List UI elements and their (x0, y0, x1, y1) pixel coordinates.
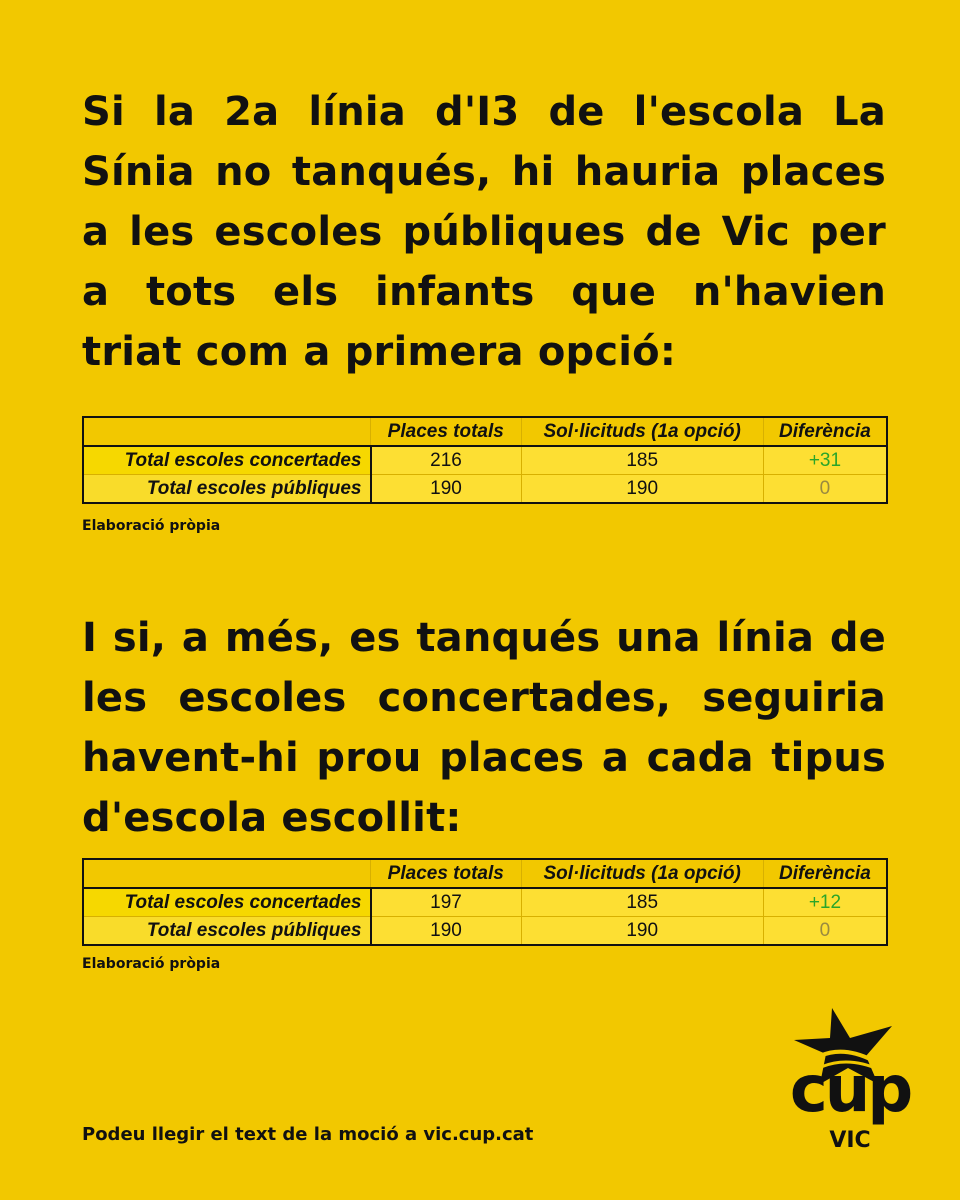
cell-requests: 185 (521, 888, 763, 917)
heading-second: I si, a més, es tanqués una línia de les escoles concertades, seguiria havent-hi prou places a cada tipus d'escola escollit: (82, 615, 886, 841)
header-empty (83, 417, 371, 446)
table-header-row (83, 859, 887, 888)
logo-subtext: VIC (829, 1128, 871, 1153)
cell-places: 190 (371, 917, 522, 946)
row-label: Total escoles públiques (83, 917, 371, 946)
cell-difference: 0 (763, 475, 887, 504)
header-places: Places totals (371, 859, 522, 888)
table-header-row (83, 417, 887, 446)
table-row (83, 446, 887, 475)
heading-first: Si la 2a línia d'I3 de l'escola La Sínia no tanqués, hi hauria places a les escoles públiques de Vic per a tots els infants que n'havien triat com a primera opció: (82, 89, 886, 375)
source-note-second: Elaboració pròpia (82, 956, 221, 972)
logo-text: cup (789, 1053, 911, 1127)
header-empty (83, 859, 371, 888)
cell-places: 216 (371, 446, 522, 475)
row-label: Total escoles concertades (83, 446, 371, 475)
table-row (83, 917, 887, 946)
row-label: Total escoles públiques (83, 475, 371, 504)
header-requests: Sol·licituds (1a opció) (521, 417, 763, 446)
row-label: Total escoles concertades (83, 888, 371, 917)
cell-places: 197 (371, 888, 522, 917)
header-requests: Sol·licituds (1a opció) (521, 859, 763, 888)
cell-difference: +12 (763, 888, 887, 917)
cell-requests: 190 (521, 917, 763, 946)
footer-link-text: Podeu llegir el text de la moció a vic.cup.cat (82, 1124, 534, 1145)
table-row (83, 888, 887, 917)
source-note-first: Elaboració pròpia (82, 518, 221, 534)
places-table-second (82, 858, 888, 946)
cell-difference: 0 (763, 917, 887, 946)
places-table-first (82, 416, 888, 504)
cell-requests: 190 (521, 475, 763, 504)
cell-difference: +31 (763, 446, 887, 475)
cell-requests: 185 (521, 446, 763, 475)
header-difference: Diferència (763, 417, 887, 446)
table-row (83, 475, 887, 504)
cell-places: 190 (371, 475, 522, 504)
header-places: Places totals (371, 417, 522, 446)
header-difference: Diferència (763, 859, 887, 888)
